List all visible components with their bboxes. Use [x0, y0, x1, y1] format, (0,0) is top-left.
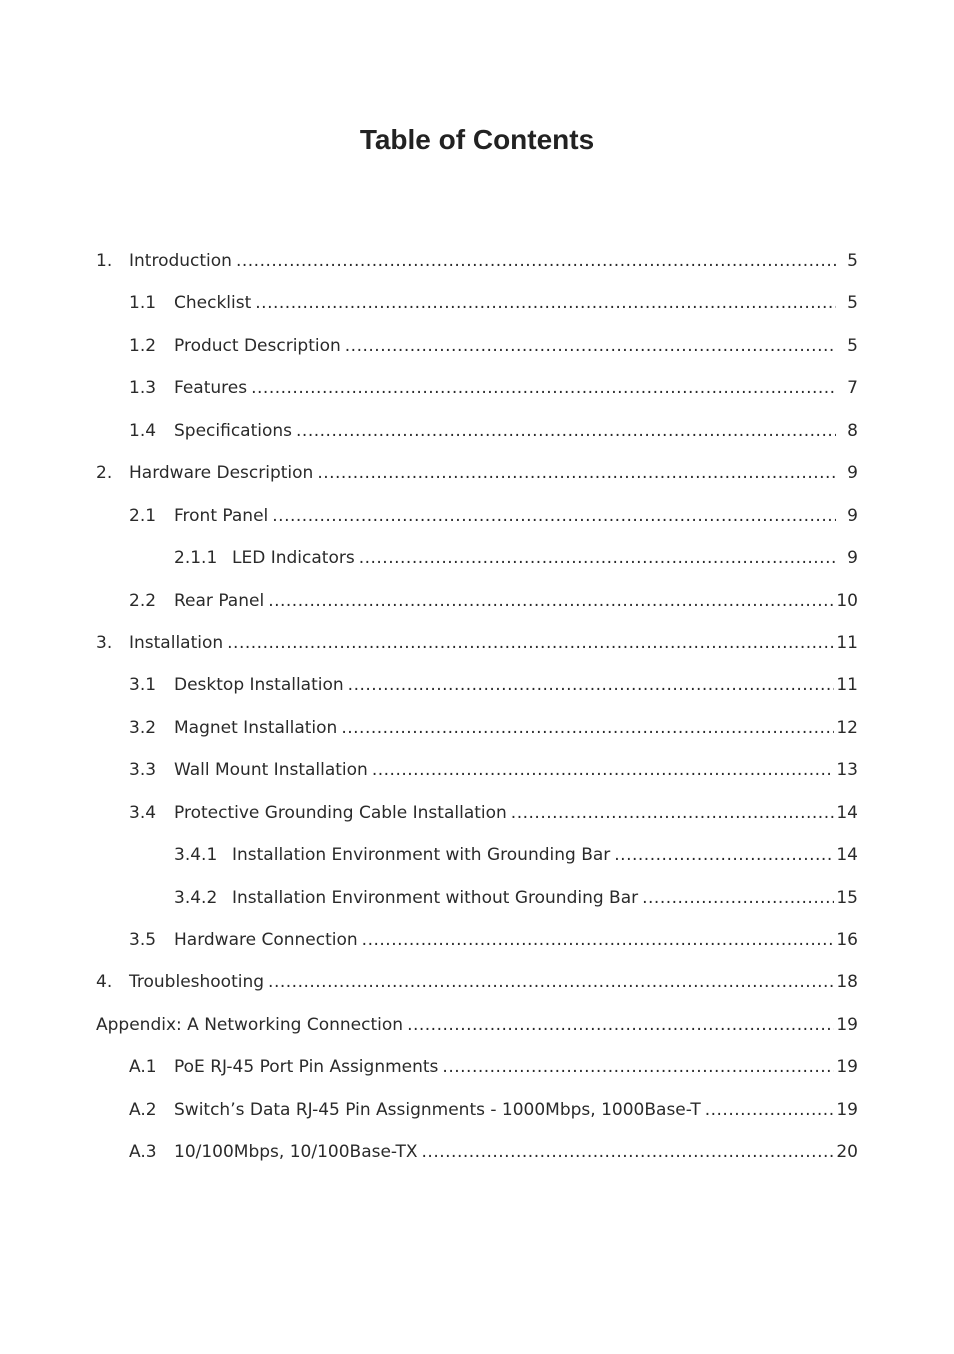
toc-leader-dots	[642, 877, 834, 919]
toc-leader-dots	[268, 580, 834, 622]
toc-leader-dots	[236, 240, 836, 282]
toc-entry-label: Hardware Connection	[174, 930, 358, 950]
toc-entry-label: Rear Panel	[174, 590, 265, 611]
toc-entry-page: 20	[836, 1142, 858, 1163]
toc-leader-dots	[372, 749, 835, 791]
toc-entry[interactable]	[96, 537, 858, 579]
toc-entry[interactable]	[96, 834, 858, 876]
toc-entry-label: Front Panel	[174, 505, 269, 526]
toc-entry[interactable]	[96, 749, 858, 791]
toc-entry[interactable]	[96, 1004, 858, 1046]
toc-leader-dots	[705, 1089, 835, 1131]
toc-entry-number: 1.	[96, 251, 113, 271]
toc-entry-label: Desktop Installation	[174, 675, 344, 696]
toc-entry-label: Wall Mount Installation	[174, 760, 368, 781]
toc-leader-dots	[348, 664, 835, 706]
table-of-contents	[96, 240, 858, 1174]
toc-entry[interactable]	[96, 367, 858, 409]
toc-entry-number: 3.5	[129, 930, 157, 950]
toc-entry[interactable]	[96, 961, 858, 1003]
toc-entry-label: Checklist	[174, 293, 252, 314]
toc-entry-label: LED Indicators	[232, 548, 355, 569]
toc-entry-number: 3.	[96, 632, 113, 653]
toc-entry-number: 4.	[96, 972, 113, 993]
toc-entry-number: A.1	[129, 1057, 157, 1078]
toc-entry-page: 5	[847, 251, 858, 271]
toc-leader-dots	[251, 367, 836, 409]
toc-leader-dots	[268, 961, 834, 1003]
toc-entry-number: 2.1	[129, 505, 157, 526]
toc-entry-number: 1.3	[129, 378, 157, 399]
toc-entry-label: Installation Environment without Grounding Bar	[232, 887, 639, 908]
toc-leader-dots	[227, 622, 834, 664]
toc-entry-page: 8	[847, 420, 858, 441]
toc-leader-dots	[359, 537, 836, 579]
toc-entry[interactable]	[96, 664, 858, 706]
toc-entry-number: A.2	[129, 1099, 157, 1120]
toc-entry-label: Specifications	[174, 420, 293, 441]
toc-entry[interactable]	[96, 410, 858, 452]
toc-entry-label: Networking Connection	[204, 1014, 404, 1035]
toc-leader-dots	[296, 410, 836, 452]
toc-entry-number: 2.1.1	[174, 548, 218, 569]
toc-entry-number: 1.1	[129, 293, 157, 314]
toc-entry-number: 3.4.1	[174, 845, 218, 866]
toc-entry[interactable]	[96, 1046, 858, 1088]
toc-entry-page: 9	[847, 463, 858, 484]
toc-entry[interactable]	[96, 792, 858, 834]
toc-entry-number: 3.3	[129, 760, 157, 781]
toc-entry-page: 7	[847, 378, 858, 399]
toc-entry[interactable]	[96, 282, 858, 324]
toc-entry-label: Installation Environment with Grounding Bar	[232, 845, 611, 866]
toc-entry-number: Appendix: A	[96, 1014, 199, 1035]
toc-entry-page: 14	[836, 845, 858, 866]
toc-entry[interactable]	[96, 622, 858, 664]
toc-entry-number: 1.2	[129, 335, 157, 356]
toc-entry[interactable]	[96, 1131, 858, 1173]
toc-leader-dots	[614, 834, 834, 876]
toc-entry-label: PoE RJ-45 Port Pin Assignments	[174, 1057, 439, 1078]
toc-entry-label: Switch’s Data RJ-45 Pin Assignments - 1000Mbps, 1000Base-T	[174, 1099, 701, 1120]
toc-entry-page: 13	[836, 760, 858, 781]
toc-entry-page: 14	[836, 802, 858, 823]
toc-entry-label: Features	[174, 378, 248, 399]
toc-leader-dots	[422, 1131, 835, 1173]
toc-entry-number: 3.4	[129, 802, 157, 823]
toc-entry-number: 3.2	[129, 717, 157, 738]
toc-entry-label: Protective Grounding Cable Installation	[174, 802, 507, 823]
toc-entry-page: 12	[836, 717, 858, 738]
toc-leader-dots	[255, 282, 836, 324]
toc-entry-page: 9	[847, 548, 858, 569]
toc-leader-dots	[341, 707, 834, 749]
toc-entry-label: Introduction	[129, 251, 232, 271]
toc-entry-page: 19	[836, 1014, 858, 1035]
toc-entry[interactable]	[96, 452, 858, 494]
toc-entry-number: 2.2	[129, 590, 157, 611]
toc-entry-number: 1.4	[129, 420, 157, 441]
toc-entry-number: 2.	[96, 463, 113, 484]
toc-leader-dots	[345, 325, 836, 367]
toc-entry-label: Magnet Installation	[174, 717, 338, 738]
toc-entry[interactable]	[96, 919, 858, 961]
toc-leader-dots	[442, 1046, 834, 1088]
toc-entry-label: Installation	[129, 632, 224, 653]
toc-leader-dots	[362, 919, 835, 961]
toc-entry-page: 11	[836, 632, 858, 653]
toc-leader-dots	[407, 1004, 834, 1046]
toc-entry[interactable]	[96, 1089, 858, 1131]
page-title: Table of Contents	[359, 124, 595, 155]
toc-entry-label: Hardware Description	[129, 463, 314, 484]
toc-entry[interactable]	[96, 240, 858, 282]
toc-entry-page: 11	[836, 675, 858, 696]
toc-entry-page: 19	[836, 1099, 858, 1120]
toc-leader-dots	[317, 452, 836, 494]
toc-entry-page: 19	[836, 1057, 858, 1078]
toc-entry-page: 10	[836, 590, 858, 611]
toc-entry-label: Product Description	[174, 335, 341, 356]
toc-entry-page: 9	[847, 505, 858, 526]
toc-entry[interactable]	[96, 877, 858, 919]
toc-entry-page: 5	[847, 335, 858, 356]
toc-entry-number: 3.1	[129, 675, 157, 696]
toc-leader-dots	[511, 792, 835, 834]
toc-entry-page: 15	[836, 887, 858, 908]
toc-entry-page: 16	[836, 930, 858, 950]
toc-entry-label: 10/100Mbps, 10/100Base-TX	[174, 1142, 418, 1163]
toc-entry-label: Troubleshooting	[129, 972, 265, 993]
toc-entry-page: 18	[836, 972, 858, 993]
toc-entry-page: 5	[847, 293, 858, 314]
toc-entry-number: A.3	[129, 1142, 157, 1163]
toc-entry[interactable]	[96, 325, 858, 367]
toc-entry-number: 3.4.2	[174, 887, 218, 908]
toc-entry[interactable]	[96, 495, 858, 537]
toc-leader-dots	[272, 495, 836, 537]
toc-entry[interactable]	[96, 580, 858, 622]
toc-entry[interactable]	[96, 707, 858, 749]
